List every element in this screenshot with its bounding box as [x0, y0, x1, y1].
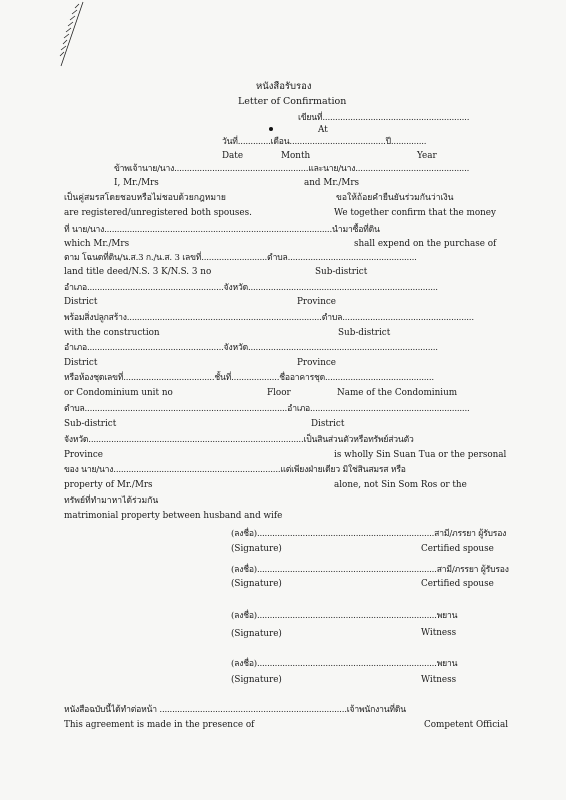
official-label: Competent Official [424, 720, 509, 730]
which-line-thai: ที่ นาย/นาง..........................................................................................นำมาซื้อที่ดิน [64, 225, 380, 235]
condo-name-label: Name of the Condominium [337, 388, 458, 398]
title-thai: หนังสือรับรอง [256, 81, 312, 92]
district-line-thai-2: อำเภอ......................................................จังหวัด........................................................................... [64, 343, 438, 353]
deed-line-thai: ตาม โฉนดที่ดิน/น.ส.3 ก./น.ส. 3 เลขที่..........................ตำบล................................................... [64, 253, 417, 263]
confirm-thai: ขอให้ถ้อยคำยืนยันร่วมกันว่าเงิน [336, 193, 454, 203]
expend-english: shall expend on the purchase of [354, 239, 497, 249]
alone-english: alone, not Sin Som Ros or the [334, 480, 467, 490]
subdistrict-label-2: Sub-district [338, 328, 391, 338]
subdistrict-label-1: Sub-district [315, 267, 368, 277]
district-label-3: District [311, 419, 345, 429]
condo-line-thai: หรือห้องชุดเลขที่....................................ชั้นที่...................ชื่ออาคารชุด........................................... [64, 373, 434, 383]
district-label-1: District [64, 297, 98, 307]
construction-english: with the construction [64, 328, 160, 338]
floor-label: Floor [267, 388, 291, 398]
date-line-thai: วันที่.............เดือน......................................ปี.............. [222, 137, 427, 147]
province-line-thai: จังหวัด.....................................................................................เป็นสินส่วนตัวหรือทรัพย์ส่วนตัว [64, 435, 414, 445]
signature-line-3: (ลงชื่อ).......................................................................พยาน [231, 611, 458, 621]
written-at-thai: เขียนที่.......................................................... [298, 113, 470, 123]
year-label: Year [417, 151, 437, 161]
date-label: Date [222, 151, 244, 161]
scan-hatch-mark [55, 0, 85, 70]
i-line-thai: ข้าพเจ้านาย/นาง.....................................................และนาย/นาง............................................. [114, 164, 470, 174]
month-label: Month [281, 151, 311, 161]
matrimonial-english: matrimonial property between husband and wife [64, 511, 283, 521]
construction-line-thai: พร้อมสิ่งปลูกสร้าง.............................................................................ตำบล.................................................... [64, 313, 474, 323]
sin-suan-english: is wholly Sin Suan Tua or the personal [334, 450, 507, 460]
signature-line-4: (ลงชื่อ).......................................................................พยาน [231, 659, 458, 669]
owner-line-thai: ของ นาย/นาง..................................................................แต่เพียงฝ่ายเดียว มิใช่สินสมรส หรือ [64, 465, 406, 475]
spouses-thai: เป็นคู่สมรสโดยชอบหรือไม่ชอบด้วยกฎหมาย [64, 193, 226, 203]
matrimonial-thai: ทรัพย์ที่ทำมาหาได้ร่วมกัน [64, 496, 159, 506]
stray-dot [269, 127, 273, 131]
province-label-2: Province [297, 358, 337, 368]
signature-line-1: (ลงชื่อ)......................................................................สามี/ภรรยา ผู้รับรอง [231, 529, 507, 539]
deed-english: land title deed/N.S. 3 K/N.S. 3 no [64, 267, 212, 277]
subdistrict-label-3: Sub-district [64, 419, 117, 429]
presence-english: This agreement is made in the presence of [64, 720, 255, 730]
and-label: and Mr./Mrs [304, 178, 360, 188]
province-label-1: Province [297, 297, 337, 307]
signature-role-1: Certified spouse [421, 544, 494, 554]
signature-role-4: Witness [421, 675, 457, 685]
district-line-thai-1: อำเภอ......................................................จังหวัด........................................................................... [64, 283, 438, 293]
condo-unit-english: or Condominium unit no [64, 388, 173, 398]
signature-line-2: (ลงชื่อ).......................................................................สามี/ภรรยา ผู้รับรอง [231, 565, 509, 575]
signature-label-3: (Signature) [231, 629, 282, 639]
property-english: property of Mr./Mrs [64, 480, 153, 490]
which-english: which Mr./Mrs [64, 239, 130, 249]
spouses-english: are registered/unregistered both spouses. [64, 208, 252, 218]
signature-role-3: Witness [421, 628, 457, 638]
i-label: I, Mr./Mrs [114, 178, 159, 188]
province-label-3: Province [64, 450, 104, 460]
district-label-2: District [64, 358, 98, 368]
signature-role-2: Certified spouse [421, 579, 494, 589]
signature-label-2: (Signature) [231, 579, 282, 589]
tambon-line-thai: ตำบล................................................................................อำเภอ............................................................... [64, 404, 470, 414]
signature-label-1: (Signature) [231, 544, 282, 554]
title-english: Letter of Confirmation [238, 96, 347, 107]
presence-line-thai: หนังสือฉบับนี้ได้ทำต่อหน้า ..........................................................................เจ้าพนักงานที่ดิน [64, 705, 406, 715]
confirm-english: We together confirm that the money [334, 208, 496, 218]
written-at-english: At [318, 125, 328, 135]
signature-label-4: (Signature) [231, 675, 282, 685]
